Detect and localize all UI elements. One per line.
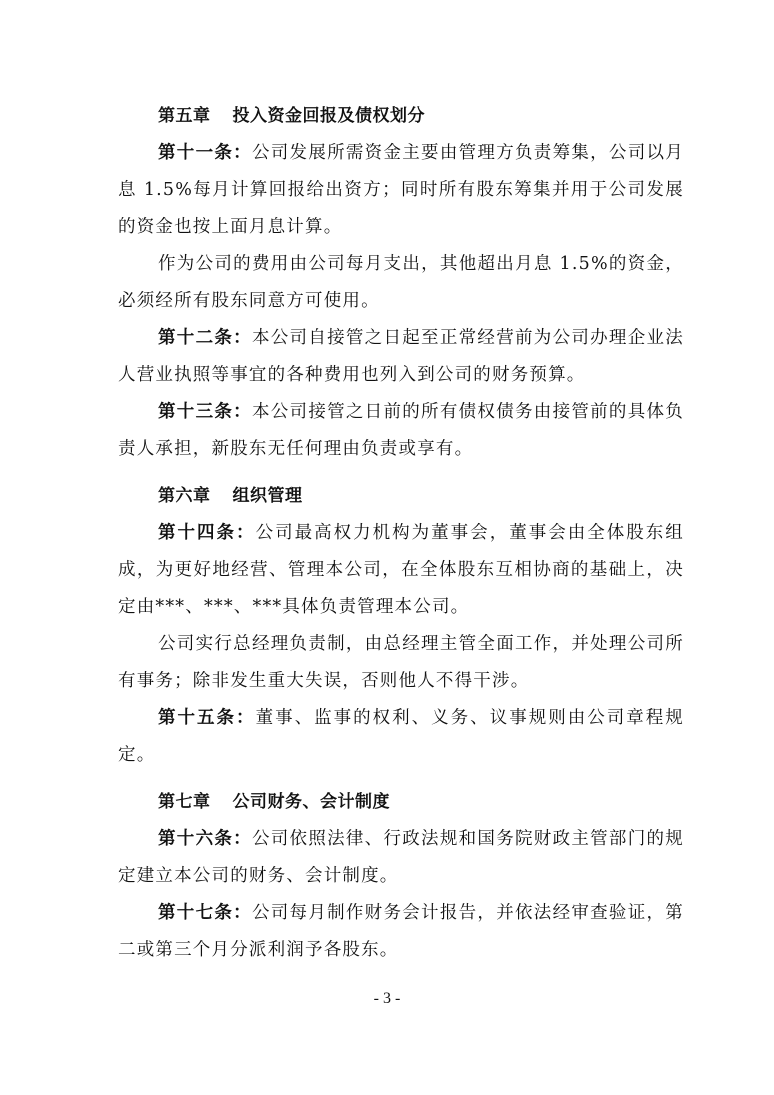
- chapter-number: 第六章: [158, 486, 211, 506]
- article-17: [118, 895, 684, 969]
- article-label: 第十五条：: [158, 708, 256, 728]
- article-text: 公司发展所需资金主要由管理方负责筹集，公司以月息 1.5%每月计算回报给出资方；同时所有股东筹集并用于公司发展的资金也按上面月息计算。: [118, 143, 684, 237]
- chapter-heading-5: [118, 98, 684, 135]
- article-16: [118, 821, 684, 895]
- article-label: 第十三条：: [158, 402, 252, 422]
- chapter-heading-6: [118, 478, 684, 515]
- chapter-number: 第七章: [158, 792, 211, 812]
- article-11: [118, 135, 684, 246]
- page-number: - 3 -: [373, 990, 401, 1007]
- article-12: [118, 320, 684, 394]
- article-label: 第十二条：: [158, 328, 252, 348]
- article-11-paragraph-2: 作为公司的费用由公司每月支出，其他超出月息 1.5%的资金，必须经所有股东同意方可使用。: [118, 254, 684, 311]
- document-body: [118, 98, 684, 969]
- chapter-number: 第五章: [158, 106, 211, 126]
- article-text: 董事、监事的权利、义务、议事规则由公司章程规定。: [118, 708, 684, 765]
- article-13: [118, 394, 684, 468]
- article-text: 公司每月制作财务会计报告，并依法经审查验证，第二或第三个月分派利润予各股东。: [118, 903, 684, 960]
- article-label: 第十七条：: [158, 903, 252, 923]
- article-text: 本公司自接管之日起至正常经营前为公司办理企业法人营业执照等事宜的各种费用也列入到公司的财务预算。: [118, 328, 684, 385]
- article-text: 本公司接管之日前的所有债权债务由接管前的具体负责人承担，新股东无任何理由负责或享有。: [118, 402, 684, 459]
- chapter-title: 投入资金回报及债权划分: [232, 106, 425, 126]
- article-14: [118, 515, 684, 626]
- chapter-title: 公司财务、会计制度: [232, 792, 390, 812]
- article-label: 第十四条：: [158, 523, 256, 543]
- article-label: 第十一条：: [158, 143, 252, 163]
- chapter-title: 组织管理: [232, 486, 303, 506]
- article-14-paragraph-2: 公司实行总经理负责制，由总经理主管全面工作，并处理公司所有事务；除非发生重大失误，否则他人不得干涉。: [118, 634, 684, 691]
- article-label: 第十六条：: [158, 829, 252, 849]
- article-15: [118, 700, 684, 774]
- article-text: 公司依照法律、行政法规和国务院财政主管部门的规定建立本公司的财务、会计制度。: [118, 829, 684, 886]
- article-text: 公司最高权力机构为董事会，董事会由全体股东组成，为更好地经营、管理本公司，在全体股东互相协商的基础上，决定由***、***、***具体负责管理本公司。: [118, 523, 684, 617]
- chapter-heading-7: [118, 784, 684, 821]
